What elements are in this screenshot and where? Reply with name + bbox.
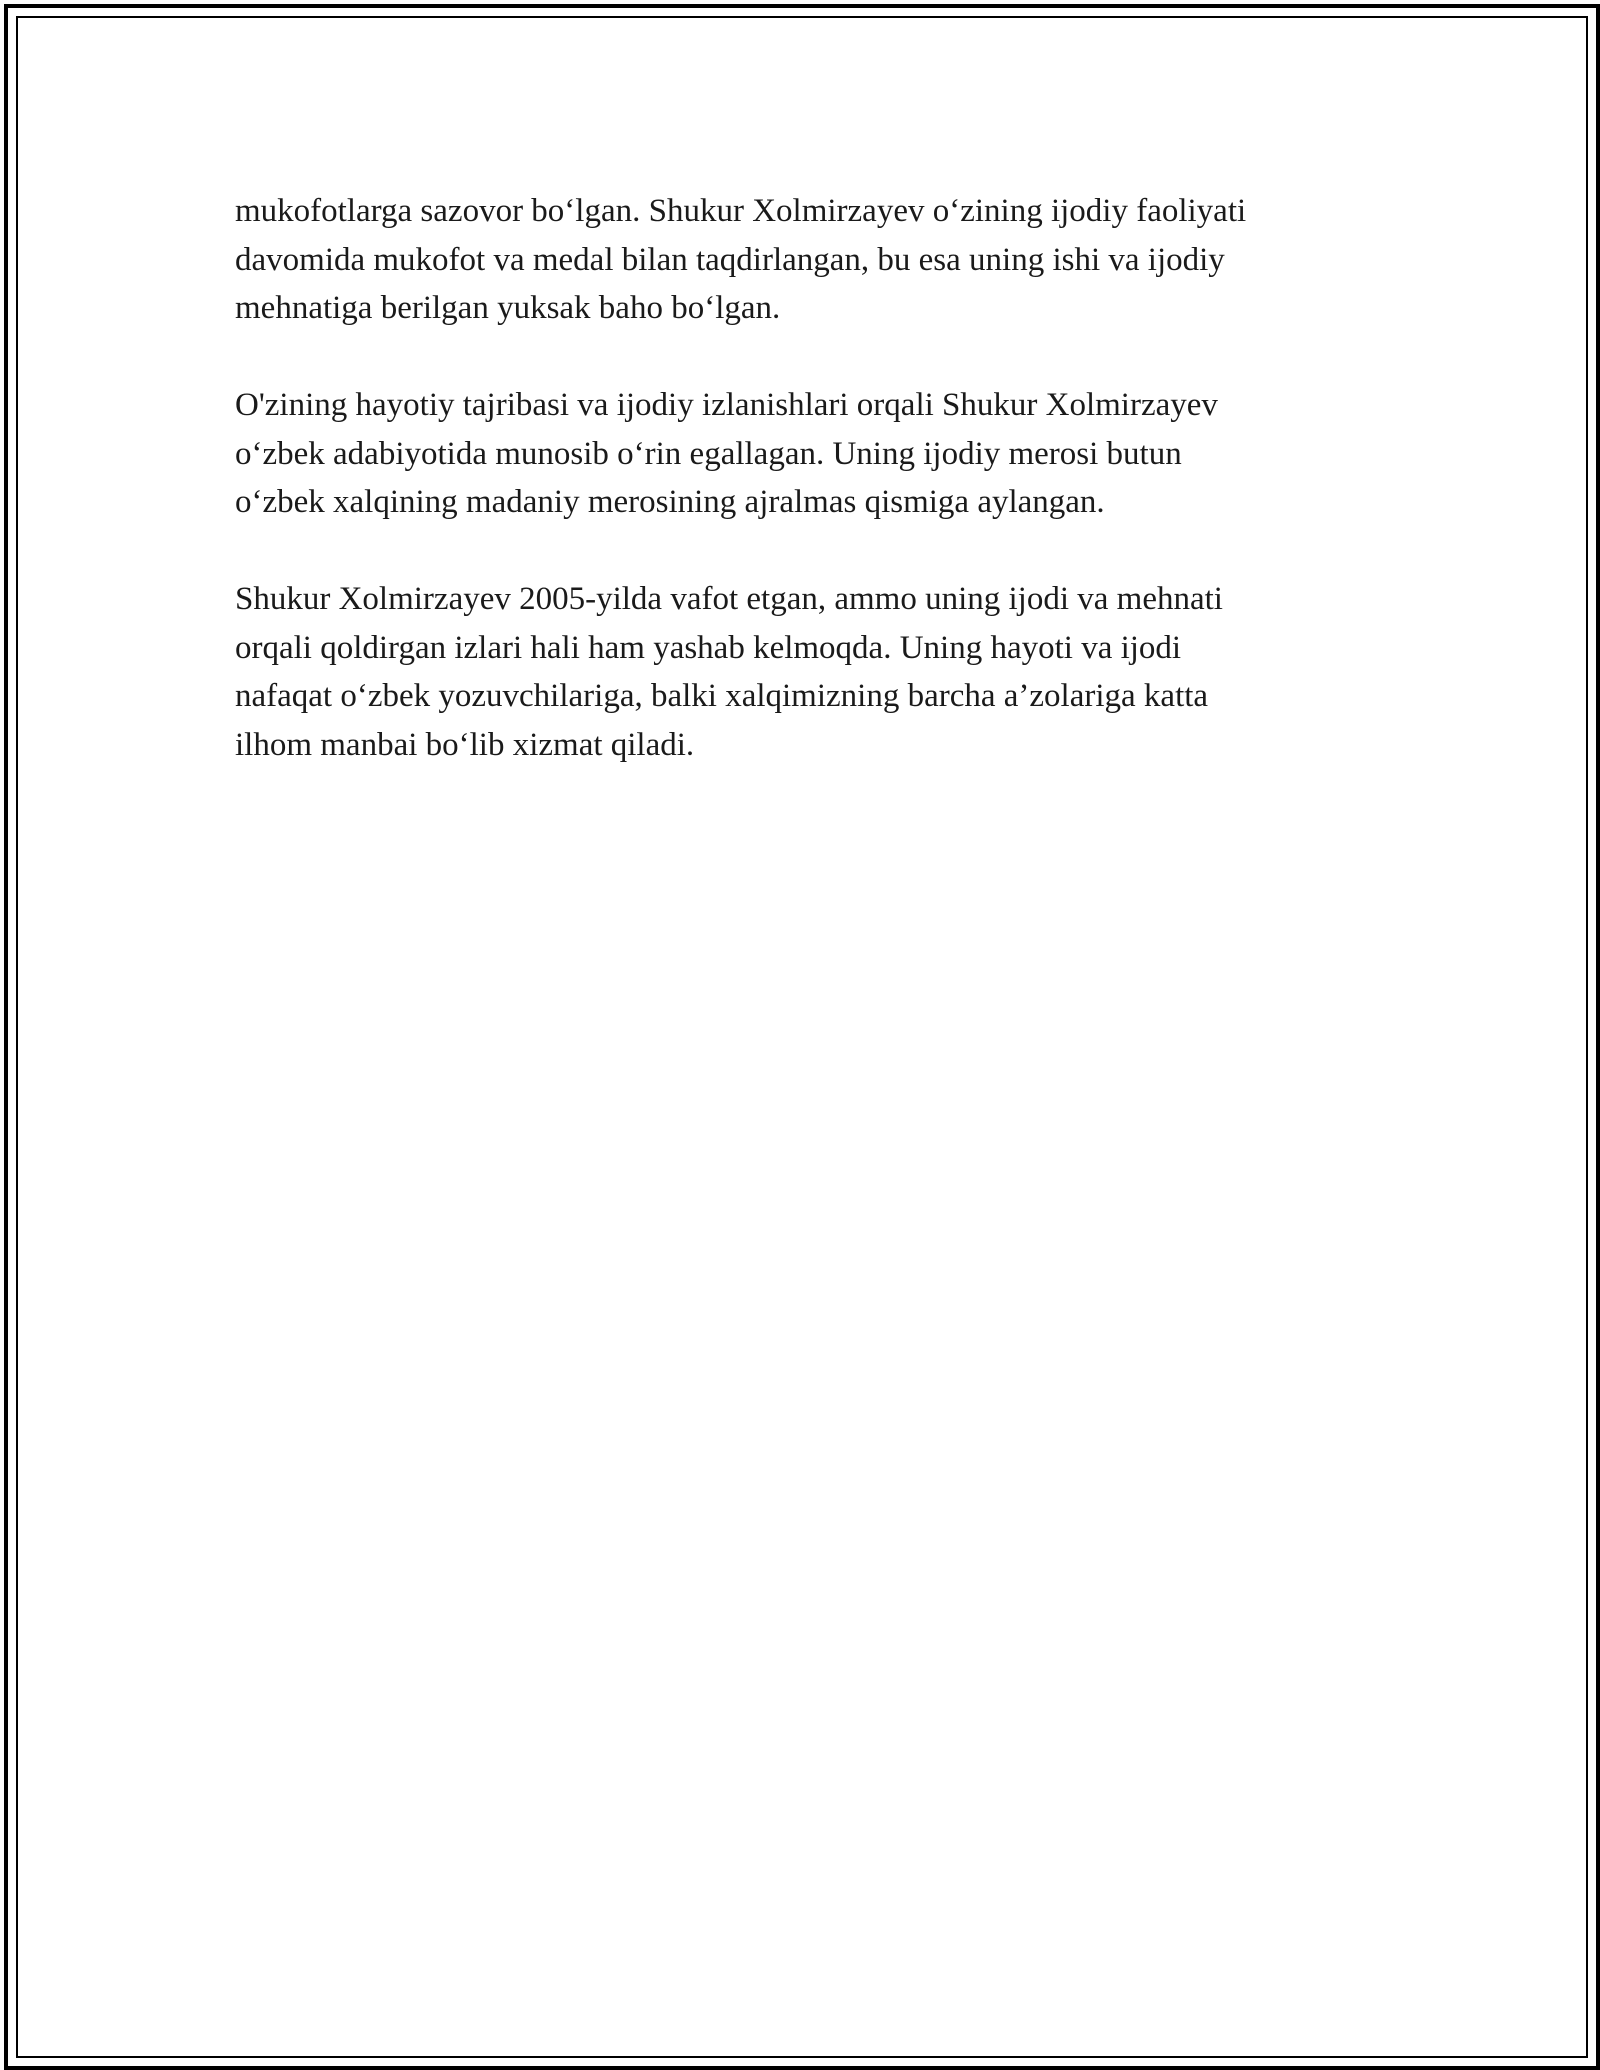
text-line: O'zining hayotiy tajribasi va ijodiy izlanishlari orqali Shukur Xolmirzayev [235, 387, 1218, 423]
text-line: Shukur Xolmirzayev 2005-yilda vafot etgan, ammo uning ijodi va mehnati [235, 581, 1223, 617]
text-line: mukofotlarga sazovor bo‘lgan. Shukur Xolmirzayev o‘zining ijodiy faoliyati [235, 193, 1247, 229]
document-body [235, 187, 1395, 818]
paragraph-death [235, 575, 1395, 769]
text-line: mehnatiga berilgan yuksak baho bo‘lgan. [235, 290, 781, 326]
text-line: o‘zbek xalqining madaniy merosining ajralmas qismiga aylangan. [235, 484, 1105, 520]
text-line: nafaqat o‘zbek yozuvchilariga, balki xalqimizning barcha a’zolariga katta [235, 678, 1209, 714]
paragraph-awards [235, 187, 1395, 333]
text-line: davomida mukofot va medal bilan taqdirlangan, bu esa uning ishi va ijodiy [235, 241, 1225, 278]
text-line: orqali qoldirgan izlari hali ham yashab kelmoqda. Uning hayoti va ijodi [235, 629, 1182, 666]
text-line: o‘zbek adabiyotida munosib o‘rin egallagan. Uning ijodiy merosi butun [235, 435, 1182, 472]
paragraph-legacy [235, 381, 1395, 527]
text-line: ilhom manbai bo‘lib xizmat qiladi. [235, 726, 695, 763]
